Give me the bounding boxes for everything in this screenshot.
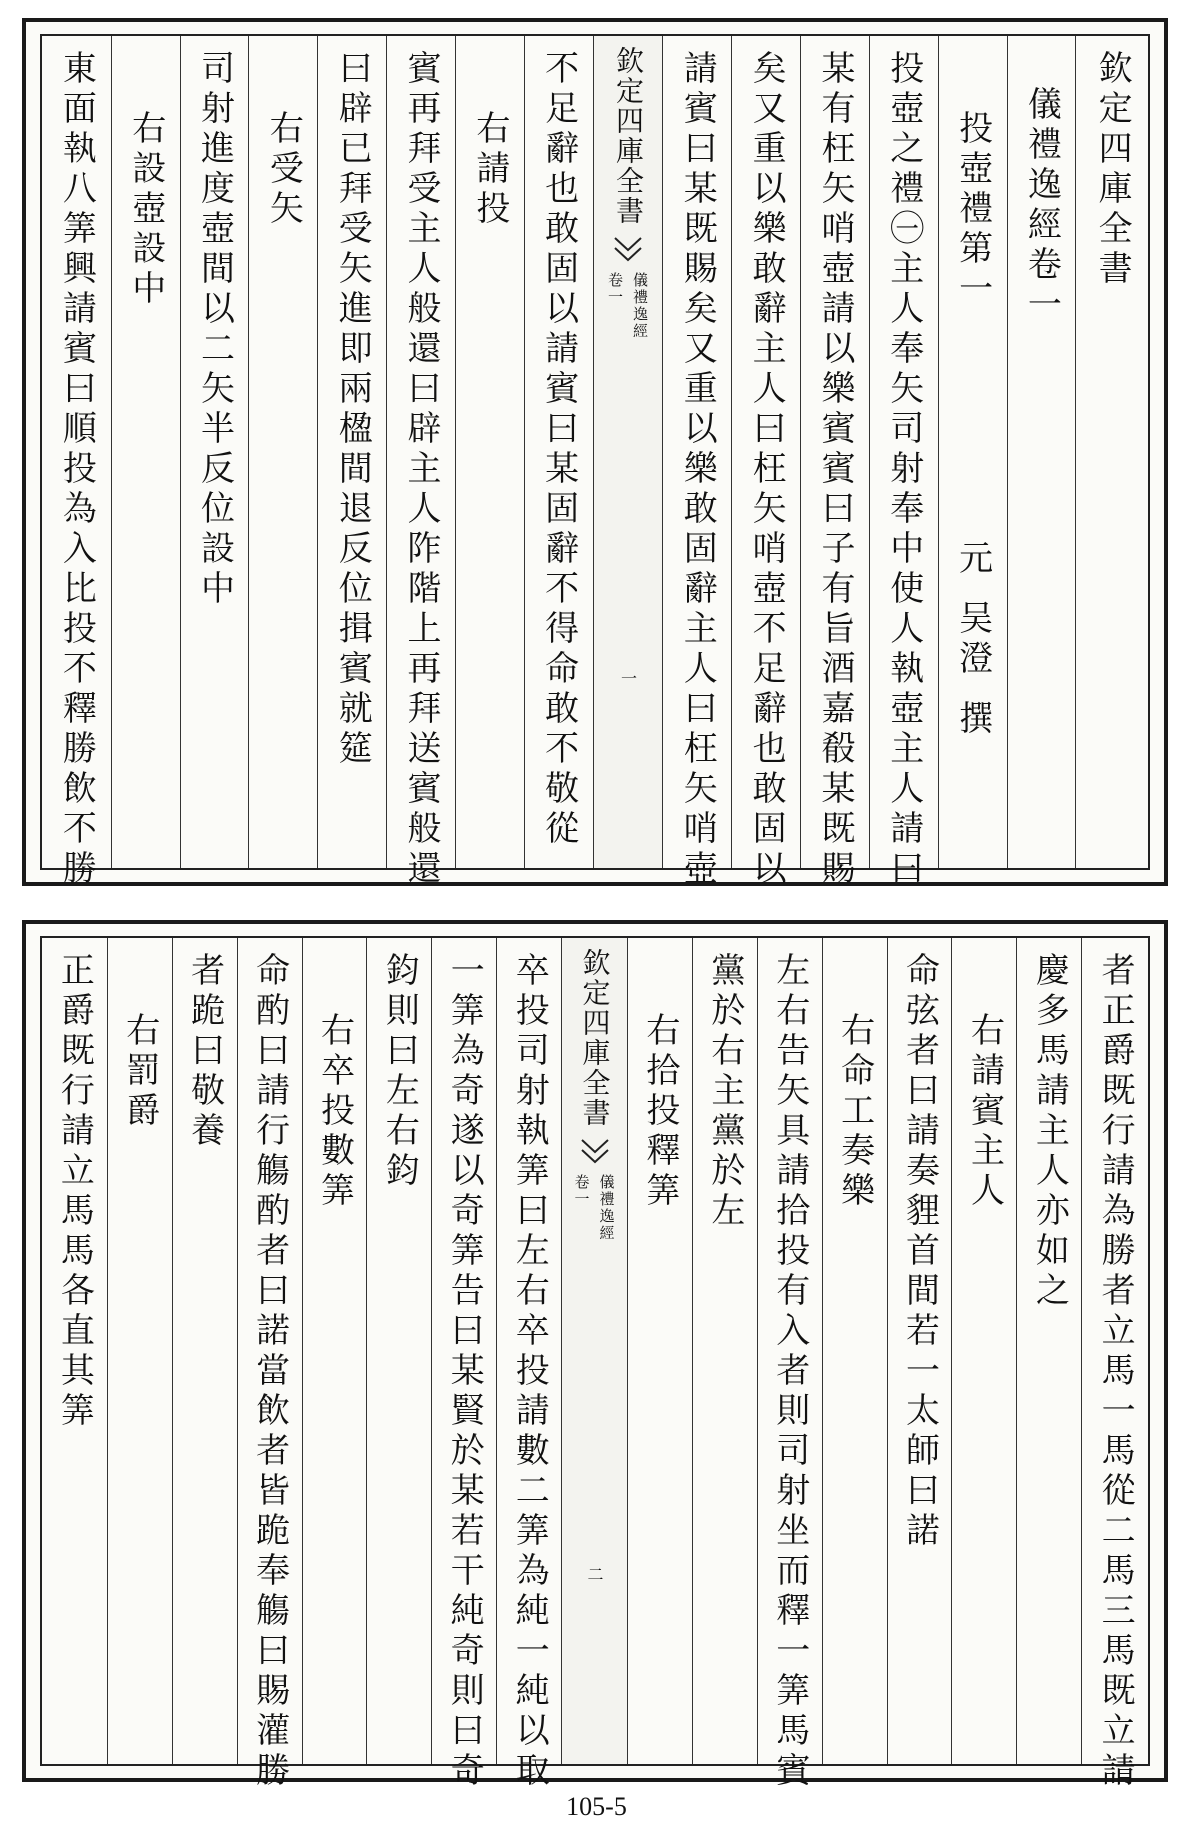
text-line: 右卒投數筭 (314, 1012, 355, 1212)
margin-book: 儀禮逸經 (597, 1174, 616, 1242)
text-line: 右設壺設中 (125, 110, 166, 310)
margin-page-number: 二 (585, 1566, 605, 1584)
margin-volume: 卷一 (605, 272, 624, 306)
page-frame (40, 34, 1150, 890)
text-column (627, 938, 692, 1764)
margin-labels (605, 272, 651, 340)
page-upper (22, 18, 1168, 890)
text-line: 某有枉矢哨壺請以樂賓賓曰子有旨酒嘉殽某既賜 (814, 50, 855, 890)
text-column (692, 938, 757, 1764)
text-line: 命酌曰請行觴酌者曰諾當飲者皆跪奉觴曰賜灌勝 (249, 952, 290, 1792)
text-columns (42, 36, 1148, 890)
text-line: 不足辭也敢固以請賓曰某固辭不得命敢不敬從 (538, 50, 579, 850)
text-column (1007, 36, 1076, 868)
text-column (237, 938, 302, 1792)
text-column (386, 36, 455, 890)
text-column (366, 938, 431, 1764)
text-column (887, 938, 952, 1764)
text-line: 者正爵既行請為勝者立馬一馬從二馬三馬既立請 (1095, 952, 1136, 1792)
page-margin-center (561, 938, 627, 1764)
text-column (822, 938, 887, 1764)
chapter-title: 投壺禮第一 (952, 110, 993, 310)
text-column (662, 36, 731, 890)
margin-volume: 卷一 (572, 1174, 591, 1208)
text-line: 右受矢 (263, 110, 304, 230)
page-margin-center (593, 36, 663, 868)
text-column (1075, 36, 1148, 868)
page-frame (40, 936, 1150, 1792)
text-column (42, 938, 107, 1764)
page-lower (22, 920, 1168, 1792)
text-line: 東面執八筭興請賓曰順投為入比投不釋勝飲不勝 (56, 50, 97, 890)
text-line: 曰辟已拜受矢進即兩楹間退反位揖賓就筵 (332, 50, 373, 770)
margin-page-number: 一 (618, 670, 638, 688)
page-footer-number: 105-5 (566, 1792, 627, 1821)
text-column (107, 938, 172, 1764)
text-column (317, 36, 386, 868)
margin-labels (572, 1174, 618, 1242)
text-column (180, 36, 249, 868)
text-column (172, 938, 237, 1764)
text-column (302, 938, 367, 1764)
text-line: 黨於右主黨於左 (704, 952, 745, 1232)
text-columns (42, 938, 1148, 1792)
fish-tail-icon (580, 1138, 610, 1164)
text-line: 司射進度壺間以二矢半反位設中 (194, 50, 235, 610)
book-title: 儀禮逸經卷一 (1021, 86, 1062, 326)
frame-title: 欽定四庫全書 (1092, 50, 1133, 290)
margin-title: 欽定四庫全書 (611, 46, 645, 226)
text-line: 右請投 (469, 110, 510, 230)
margin-title: 欽定四庫全書 (578, 948, 612, 1128)
text-column (938, 36, 1007, 868)
text-column (869, 36, 938, 890)
text-line: 一筭為奇遂以奇筭告曰某賢於某若干純奇則曰奇 (444, 952, 485, 1792)
margin-book: 儀禮逸經 (630, 272, 649, 340)
text-line: 右拾投釋筭 (639, 1012, 680, 1212)
text-column (524, 36, 593, 868)
text-line: 請賓曰某既賜矣又重以樂敢固辭主人曰枉矢哨壺 (677, 50, 718, 890)
text-column (1081, 938, 1148, 1792)
author-dynasty: 元 (952, 540, 993, 580)
text-column (431, 938, 496, 1792)
text-line: 者跪曰敬養 (184, 952, 225, 1152)
text-line: 卒投司射執筭曰左右卒投請數二筭為純一純以取 (509, 952, 550, 1792)
text-line: 右罰爵 (119, 1012, 160, 1132)
text-line: 賓再拜受主人般還曰辟主人阼階上再拜送賓般還 (401, 50, 442, 890)
author-role: 撰 (952, 700, 993, 740)
text-line: 慶多馬請主人亦如之 (1029, 952, 1070, 1312)
text-column (731, 36, 800, 890)
text-column (757, 938, 822, 1792)
text-column (248, 36, 317, 868)
text-line: 投壺之禮㊀主人奉矢司射奉中使人執壺主人請曰 (883, 50, 924, 890)
text-column (111, 36, 180, 868)
fish-tail-icon (613, 236, 643, 262)
text-line: 矣又重以樂敢辭主人曰枉矢哨壺不足辭也敢固以 (746, 50, 787, 890)
text-column (951, 938, 1016, 1764)
text-line: 右請賓主人 (964, 1012, 1005, 1212)
text-column (455, 36, 524, 868)
text-column (496, 938, 561, 1792)
text-column (42, 36, 111, 890)
text-line: 正爵既行請立馬馬各直其筭 (54, 952, 95, 1432)
text-line: 左右告矢具請拾投有入者則司射坐而釋一筭馬賓 (769, 952, 810, 1792)
text-line: 鈞則曰左右鈞 (379, 952, 420, 1192)
text-column (800, 36, 869, 890)
text-line: 命弦者曰請奏貍首間若一太師曰諾 (899, 952, 940, 1552)
text-line: 右命工奏樂 (834, 1012, 875, 1212)
text-column (1016, 938, 1081, 1764)
author-name: 吴澄 (952, 600, 993, 680)
